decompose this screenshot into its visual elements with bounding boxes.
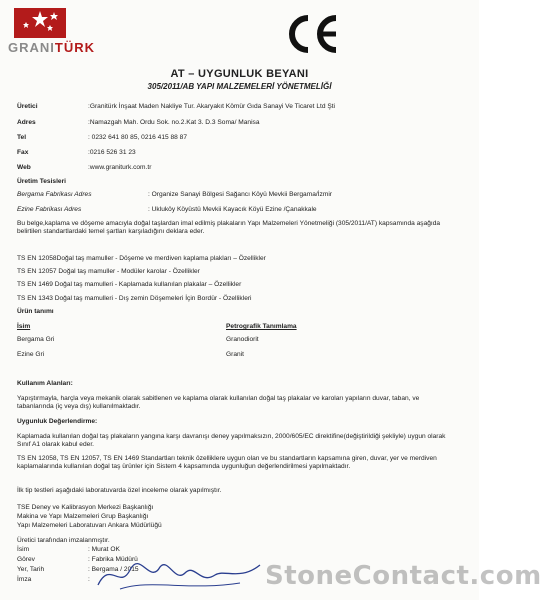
field-label-producer: Üretici xyxy=(17,103,38,110)
document-title: AT – UYGUNLUK BEYANI xyxy=(170,68,309,80)
signed-heading: Üretici tarafından imzalanmıştır. xyxy=(17,537,110,544)
product-name: Bergama Gri xyxy=(17,336,55,343)
watermark: StoneContact.com xyxy=(265,561,542,591)
product-petro: Granodiorit xyxy=(226,336,259,343)
field-value-address: :Namazgah Mah. Ordu Sok. no.2.Kat 3. D.3 Soma/ Manisa xyxy=(88,119,260,126)
signer-value: : xyxy=(88,576,90,583)
field-label-address: Adres xyxy=(17,119,36,126)
lab-line: TSE Deney ve Kalibrasyon Merkezi Başkanlığı xyxy=(17,504,154,511)
product-name: Ezine Gri xyxy=(17,351,45,358)
document-subtitle: 305/2011/AB YAPI MALZEMELERİ YÖNETMELİĞİ xyxy=(147,82,332,91)
standard-item: TS EN 1343 Doğal taş mamulleri - Dış zemin Döşemeleri İçin Bordür - Özellikleri xyxy=(17,295,252,302)
brand-logo-text: GRANITÜRK xyxy=(8,40,95,55)
product-col-name: İsim xyxy=(17,323,31,330)
signer-label: Yer, Tarih xyxy=(17,566,45,573)
signer-value: : Murat OK xyxy=(88,546,120,553)
evaluation-paragraph-1: Kaplamada kullanılan doğal taş plakaların yangına karşı davranışı deney yapılmaksızın, 2000/605/EC direktifine(değiştirildiği şekliyle) uygun olarak Sınıf A1 olarak kabul eder. xyxy=(17,433,446,449)
intro-paragraph: Bu belge,kaplama ve döşeme amacıyla doğal taşlardan imal edilmiş plakaların Yapı Malzemeleri Yönetmeliği (305/2011/AT) kapsamında aşağıda belirtilen standartlardaki temel şartları karşıladığını deklara eder. xyxy=(17,220,441,236)
signer-label: İsim xyxy=(17,546,30,553)
field-value-producer: :Granitürk İnşaat Maden Nakliye Tur. Akaryakıt Kömür Gıda Sanayi Ve Ticaret Ltd Şti xyxy=(88,103,336,110)
facilities-heading: Üretim Tesisleri xyxy=(17,178,66,185)
usage-heading: Kullanım Alanları: xyxy=(17,380,73,387)
signer-label: İmza xyxy=(17,576,32,583)
field-value-web: :www.graniturk.com.tr xyxy=(88,164,152,171)
signer-value: : Bergama / 2015 xyxy=(88,566,139,573)
evaluation-paragraph-3: İlk tip testleri aşağıdaki laboratuvarda özel inceleme olarak yapılmıştır. xyxy=(17,487,222,494)
field-label-fax: Fax xyxy=(17,149,29,156)
field-value-fax: :0216 526 31 23 xyxy=(88,149,136,156)
brand-logo-mark xyxy=(14,8,66,38)
product-col-petro: Petrografik Tanımlama xyxy=(226,323,297,330)
standard-item: TS EN 12058Doğal taş mamuller - Döşeme ve merdiven kaplama plakları – Özellikler xyxy=(17,255,266,262)
product-heading: Ürün tanımı xyxy=(17,308,54,315)
signer-value: : Fabrika Müdürü xyxy=(88,556,138,563)
lab-line: Makina ve Yapı Malzemeleri Grup Başkanlığı xyxy=(17,513,149,520)
evaluation-heading: Uygunluk Değerlendirme: xyxy=(17,418,98,425)
field-value-tel: : 0232 641 80 85, 0216 415 88 87 xyxy=(88,134,187,141)
standard-item: TS EN 12057 Doğal taş mamuller - Modüler karolar - Özellikler xyxy=(17,268,200,275)
ce-mark-icon xyxy=(282,12,342,56)
product-petro: Granit xyxy=(226,351,244,358)
evaluation-paragraph-2: TS EN 12058, TS EN 12057, TS EN 1469 Standartları teknik özelliklere uygun olan ve bu standartların kapsamına giren, duvar, yer ve merdiven kaplamalarında kullanılan doğal taş ürünler için Sistem 4 kapsamında uygunluğun değerlendirilmesi yapılmaktadır. xyxy=(17,455,437,471)
facility-value-ezine: : Ukluköy Köyüstü Mevkii Kayacık Köyü Ezine /Çanakkale xyxy=(148,206,317,213)
facility-label-ezine: Ezine Fabrikası Adres xyxy=(17,206,82,213)
lab-line: Yapı Malzemeleri Laboratuvarı Ankara Müdürlüğü xyxy=(17,522,162,529)
handwritten-signature xyxy=(90,555,270,595)
signer-label: Görev xyxy=(17,556,35,563)
standard-item: TS EN 1469 Doğal taş mamulleri - Kaplamada kullanılan plakalar – Özellikler xyxy=(17,281,242,288)
usage-paragraph: Yapıştırmayla, harçla veya mekanik olarak sabitlenen ve kaplama olarak kullanılan doğal taş plakalar ve karoları yapıların duvar, taban, ve tabanlarında (iç veya dış) kullanılmaktadır. xyxy=(17,395,420,411)
facility-label-bergama: Bergama Fabrikası Adres xyxy=(17,191,92,198)
field-label-web: Web xyxy=(17,164,31,171)
facility-value-bergama: : Organize Sanayi Bölgesi Sağancı Köyü Mevkii Bergama/İzmir xyxy=(148,191,332,198)
field-label-tel: Tel xyxy=(17,134,27,141)
